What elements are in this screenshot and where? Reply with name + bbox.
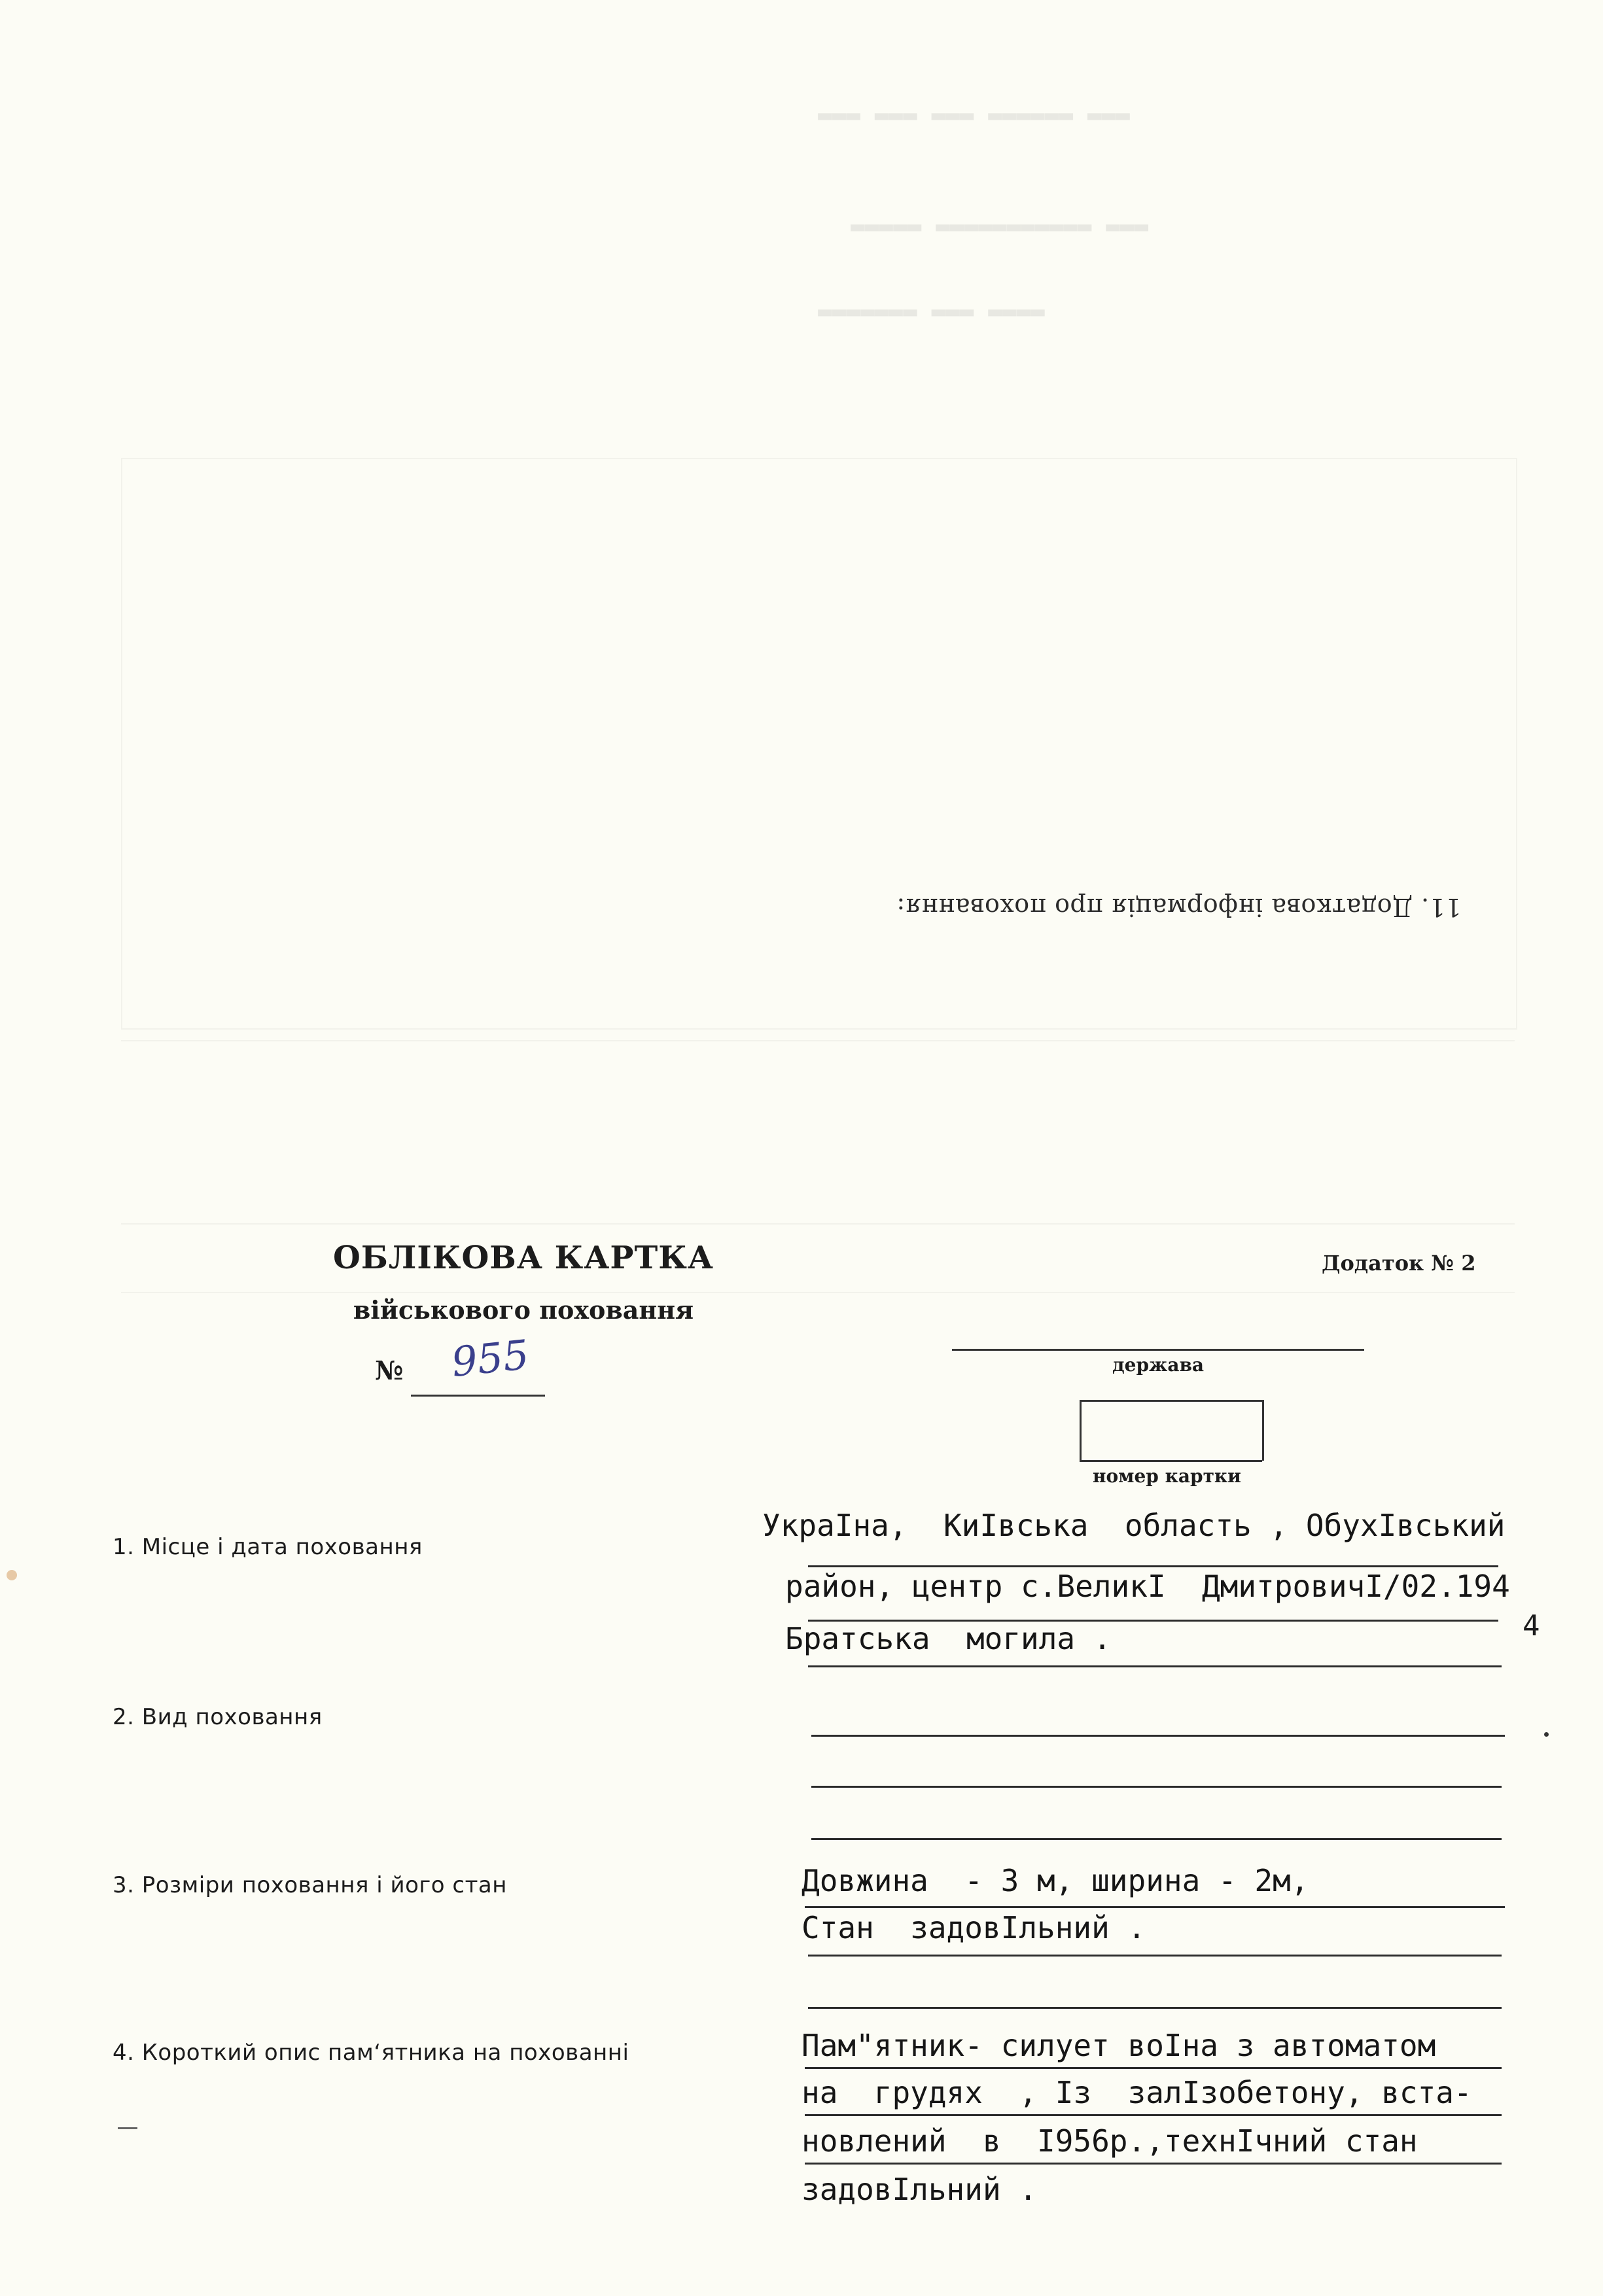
burial-size-line-2: Стан задовIльний . <box>802 1910 1146 1945</box>
card-number-box-bottom <box>1080 1460 1262 1462</box>
margin-digit: 4 <box>1523 1609 1540 1643</box>
card-number-box <box>1080 1400 1264 1461</box>
monument-line-2: на грудях , Iз залIзобетону, вста- <box>802 2075 1472 2110</box>
card-title: ОБЛІКОВА КАРТКА <box>333 1240 714 1276</box>
reverse-side-section-11: 11. Додаткова інформація про поховання: <box>896 893 1462 922</box>
burial-place-line-2: район, центр с.ВеликI ДмитровичI/02.194 <box>785 1569 1510 1604</box>
reverse-side-frame <box>121 458 1517 1030</box>
burial-place-line-3: Братська могила . <box>785 1621 1112 1656</box>
burial-size-line-1: Довжина - 3 м, ширина - 2м, <box>802 1863 1309 1898</box>
field-rule <box>811 1735 1505 1737</box>
reverse-side-rule <box>121 1040 1515 1041</box>
reverse-side-bleed-text: ▬▬▬ ▬▬▬▬▬▬▬▬▬▬▬ ▬▬▬▬▬ <box>851 216 1149 243</box>
number-label: № <box>375 1355 404 1386</box>
field-rule <box>805 1906 1505 1908</box>
field-rule <box>805 2163 1502 2165</box>
stray-mark <box>118 2127 137 2129</box>
field-rule <box>808 2007 1502 2009</box>
card-subtitle: військового поховання <box>353 1295 694 1325</box>
appendix-label: Додаток № 2 <box>1322 1251 1476 1276</box>
reverse-side-bleed-text: ▬▬▬ ▬▬▬▬▬▬ ▬▬▬ ▬▬▬ ▬▬▬ <box>818 105 1130 131</box>
burial-place-line-1: УкраIна, КиIвська область , ОбухIвський <box>762 1508 1506 1543</box>
reverse-side-rule <box>121 1223 1515 1225</box>
field-rule <box>805 2067 1502 2069</box>
handwritten-card-number: 955 <box>449 1331 531 1386</box>
field-rule <box>808 1665 1502 1667</box>
monument-line-1: Пам"ятник- силует воIна з автоматом <box>802 2028 1436 2063</box>
state-caption: держава <box>1112 1354 1205 1376</box>
state-field-line <box>952 1349 1364 1351</box>
item-label-monument-description: 4. Короткий опис пам‘ятника на похованні <box>113 2040 629 2066</box>
field-rule <box>811 1786 1502 1788</box>
field-rule <box>805 2114 1502 2116</box>
monument-line-4: задовIльний . <box>802 2172 1038 2207</box>
paper-stain <box>7 1570 17 1580</box>
reverse-side-bleed-text: ▬▬▬▬ ▬▬▬ ▬▬▬▬▬▬▬ <box>818 301 1045 328</box>
item-label-burial-place: 1. Місце і дата поховання <box>113 1534 423 1560</box>
field-rule <box>808 1955 1502 1957</box>
monument-line-3: новлений в I956р.,технIчний стан <box>802 2123 1418 2159</box>
field-rule <box>811 1838 1502 1840</box>
number-underline <box>411 1395 545 1397</box>
field-rule <box>808 1565 1498 1567</box>
card-number-caption: номер картки <box>1093 1465 1241 1487</box>
reverse-side-rule <box>121 1292 1515 1293</box>
stray-mark <box>1544 1732 1549 1737</box>
item-label-burial-type: 2. Вид поховання <box>113 1704 323 1730</box>
item-label-burial-size: 3. Розміри поховання і його стан <box>113 1872 507 1898</box>
